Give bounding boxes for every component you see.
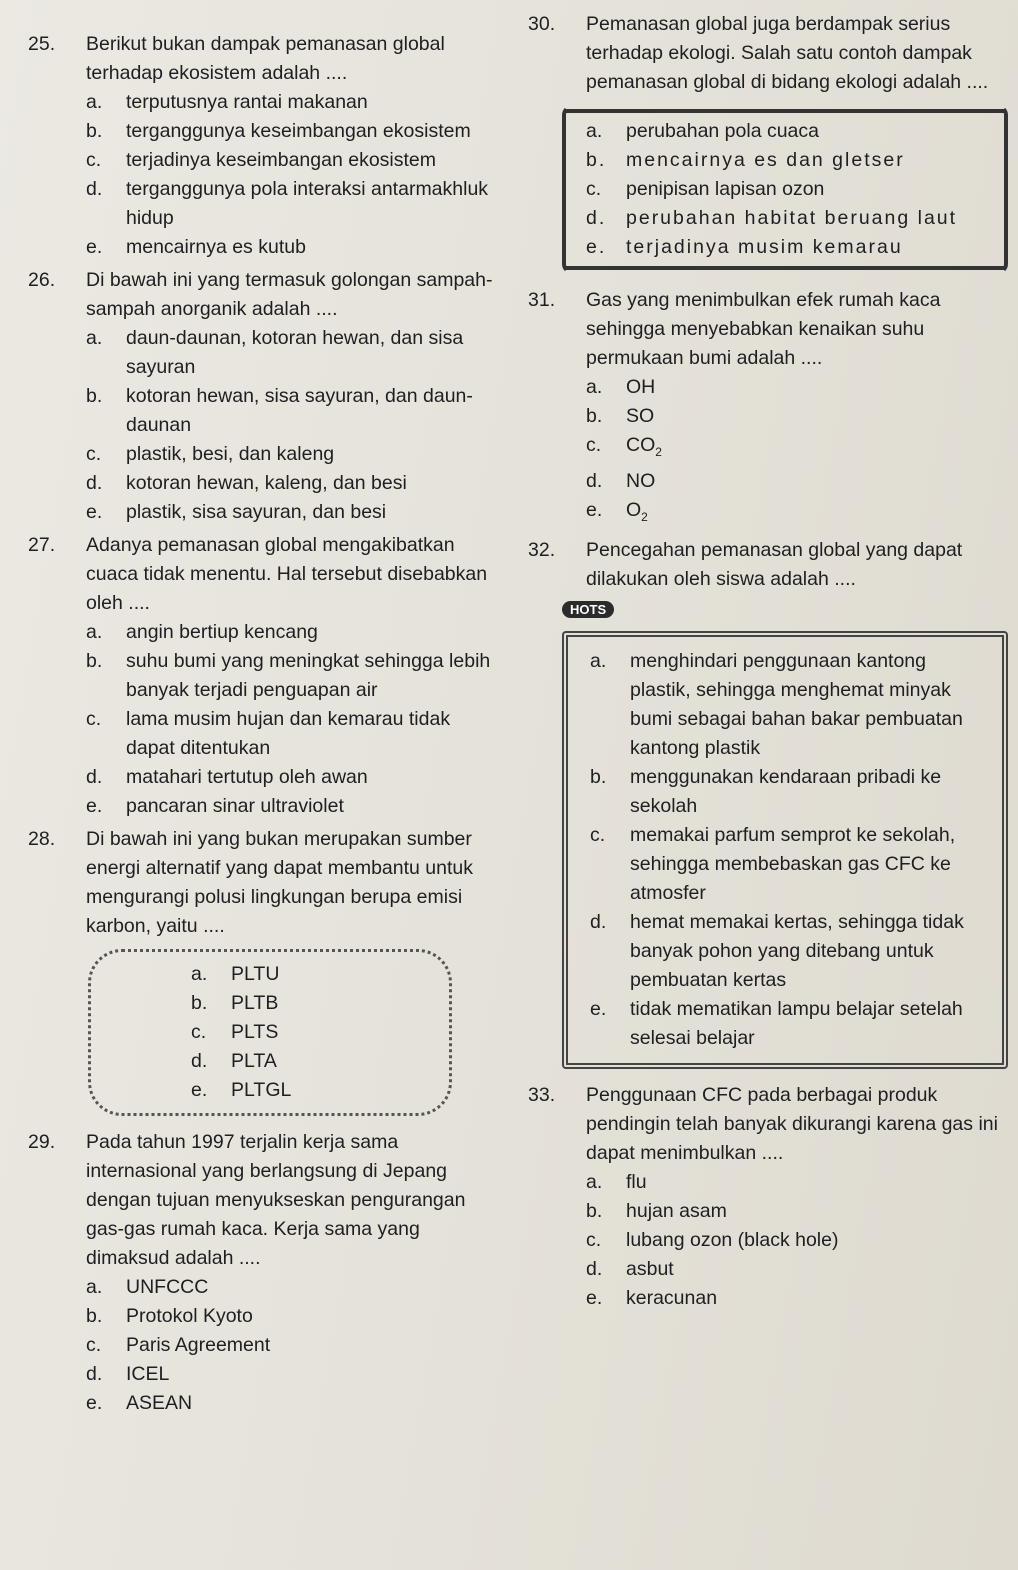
option-text: terjadinya musim kemarau [626, 236, 903, 258]
option-letter: a. [590, 649, 607, 672]
option-a[interactable] [590, 647, 986, 763]
options [86, 88, 498, 262]
option-text: menggunakan kendaraan pribadi ke sekolah [630, 765, 942, 817]
question-29 [28, 1128, 498, 1418]
option-text: terganggunya pola interaksi antarmakhluk hidup [126, 178, 489, 229]
option-letter: a. [586, 120, 603, 142]
option-b[interactable] [590, 763, 986, 821]
option-text: plastik, sisa sayuran, dan besi [126, 501, 387, 523]
left-column [28, 30, 498, 1418]
option-letter: e. [586, 1286, 603, 1309]
option-letter: d. [86, 766, 103, 788]
option-text: penipisan lapisan ozon [626, 178, 825, 200]
option-text: pancaran sinar ultraviolet [126, 795, 344, 817]
option-b[interactable] [86, 117, 498, 146]
option-text: matahari tertutup oleh awan [126, 766, 368, 788]
question-text: Gas yang menimbulkan efek rumah kaca sehingga menyebabkan kenaikan suhu permukaan bumi adalah .... [586, 289, 941, 369]
option-text: hemat memakai kertas, sehingga tidak banyak pohon yang ditebang untuk pembuatan kertas [630, 910, 964, 991]
option-text: lubang ozon (black hole) [626, 1228, 839, 1251]
hots-badge: HOTS [562, 601, 614, 618]
option-text: Protokol Kyoto [126, 1305, 253, 1327]
option-letter: c. [586, 434, 602, 456]
option-d[interactable] [86, 469, 498, 498]
option-c[interactable] [86, 146, 498, 175]
question-number: 29. [28, 1131, 56, 1153]
option-c[interactable] [86, 705, 498, 763]
option-e[interactable] [86, 498, 498, 527]
option-a[interactable] [586, 1168, 1008, 1197]
option-text: PLTS [231, 1021, 279, 1043]
question-31 [528, 286, 1008, 532]
option-text: kotoran hewan, kaleng, dan besi [126, 472, 407, 494]
option-b[interactable] [86, 1302, 498, 1331]
options [586, 1168, 1008, 1313]
formula-subscript: 2 [641, 509, 648, 524]
options [586, 373, 1008, 532]
option-c[interactable] [586, 1226, 1008, 1255]
option-d[interactable] [86, 763, 498, 792]
option-text [626, 496, 1008, 532]
option-letter: d. [86, 472, 103, 494]
option-text: UNFCCC [126, 1276, 209, 1298]
option-text: PLTU [231, 963, 280, 985]
option-letter: a. [586, 376, 603, 398]
option-letter: c. [586, 178, 602, 200]
option-text: ICEL [126, 1363, 170, 1385]
option-letter: d. [586, 207, 607, 229]
option-letter: b. [586, 149, 607, 171]
option-b[interactable] [191, 989, 431, 1018]
option-letter: d. [586, 469, 603, 492]
option-d[interactable] [586, 467, 1008, 496]
options [86, 1273, 498, 1418]
option-letter: c. [191, 1021, 207, 1043]
option-e[interactable] [86, 792, 498, 821]
option-text: Paris Agreement [126, 1334, 271, 1356]
option-d[interactable] [586, 204, 988, 233]
question-text: Berikut bukan dampak pemanasan global terhadap ekosistem adalah .... [86, 33, 445, 84]
option-c[interactable] [86, 1331, 498, 1360]
question-text: Adanya pemanasan global mengakibatkan cuaca tidak menentu. Hal tersebut disebabkan oleh .... [86, 534, 488, 614]
option-letter: e. [86, 795, 103, 817]
question-number: 26. [28, 269, 56, 291]
question-number: 27. [28, 534, 56, 556]
question-27 [28, 531, 498, 821]
option-e[interactable] [586, 496, 1008, 532]
formula-text: CO [626, 434, 656, 456]
option-letter: b. [586, 405, 603, 427]
option-a[interactable] [86, 618, 498, 647]
option-letter: c. [86, 708, 102, 730]
option-c[interactable] [86, 440, 498, 469]
option-letter: a. [86, 327, 103, 349]
option-text: tidak mematikan lampu belajar setelah selesai belajar [630, 997, 963, 1049]
option-letter: e. [86, 1392, 103, 1414]
question-number: 25. [28, 33, 56, 55]
question-26 [28, 266, 498, 527]
option-letter: a. [86, 621, 103, 643]
option-d[interactable] [191, 1047, 431, 1076]
question-text: Pada tahun 1997 terjalin kerja sama internasional yang berlangsung di Jepang dengan tujuan menyukseskan pengurangan gas-gas rumah kaca. Kerja sama yang dimaksud adalah .... [86, 1131, 466, 1269]
option-text: mencairnya es kutub [126, 236, 306, 258]
option-a[interactable] [86, 88, 498, 117]
option-text: kotoran hewan, sisa sayuran, dan daun-daunan [126, 385, 473, 436]
option-text: perubahan pola cuaca [626, 120, 819, 142]
option-text: perubahan habitat beruang laut [626, 207, 958, 229]
option-text: PLTB [231, 992, 279, 1014]
option-letter: d. [191, 1050, 208, 1072]
option-text: PLTA [231, 1050, 277, 1072]
option-text: PLTGL [231, 1079, 292, 1101]
option-a[interactable] [586, 373, 1008, 402]
option-letter: a. [86, 1276, 103, 1298]
option-text: keracunan [626, 1286, 718, 1309]
formula-text: O [626, 498, 642, 521]
question-text: Pencegahan pemanasan global yang dapat dilakukan oleh siswa adalah .... [586, 538, 963, 590]
option-letter: b. [191, 992, 208, 1014]
option-d[interactable] [86, 1360, 498, 1389]
option-b[interactable] [86, 382, 498, 440]
option-b[interactable] [586, 146, 988, 175]
option-text: ASEAN [126, 1392, 193, 1414]
option-d[interactable] [86, 175, 498, 233]
option-text: NO [626, 469, 656, 492]
right-column [528, 10, 1008, 1313]
question-text: Penggunaan CFC pada berbagai produk pendingin telah banyak dikurangi karena gas ini dapat menimbulkan .... [586, 1083, 998, 1164]
option-letter: d. [590, 910, 607, 933]
option-text: mencairnya es dan gletser [626, 149, 905, 171]
option-text: terjadinya keseimbangan ekosistem [126, 149, 437, 171]
option-text: terputusnya rantai makanan [126, 91, 368, 113]
option-letter: a. [86, 91, 103, 113]
options [86, 618, 498, 821]
options-box [562, 631, 1008, 1069]
question-text: Pemanasan global juga berdampak serius terhadap ekologi. Salah satu contoh dampak pemanasan global di bidang ekologi adalah .... [586, 13, 989, 93]
option-a[interactable] [191, 960, 431, 989]
option-letter: b. [86, 650, 103, 672]
option-letter: c. [86, 1334, 102, 1356]
option-text: hujan asam [626, 1199, 727, 1222]
option-letter: b. [86, 120, 103, 142]
option-d[interactable] [586, 1255, 1008, 1284]
question-text: Di bawah ini yang bukan merupakan sumber energi alternatif yang dapat membantu untuk mengurangi polusi lingkungan berupa emisi karbon, yaitu .... [86, 828, 474, 937]
options-box [88, 949, 452, 1116]
option-text: suhu bumi yang meningkat sehingga lebih banyak terjadi penguapan air [126, 650, 491, 701]
option-a[interactable] [86, 1273, 498, 1302]
question-33 [528, 1081, 1008, 1313]
option-letter: a. [586, 1170, 603, 1193]
option-b[interactable] [586, 1197, 1008, 1226]
option-text: lama musim hujan dan kemarau tidak dapat ditentukan [126, 708, 451, 759]
options [86, 324, 498, 527]
option-text: OH [626, 376, 656, 398]
option-letter: e. [191, 1079, 208, 1101]
option-letter: c. [86, 443, 102, 465]
option-c[interactable] [586, 431, 1008, 467]
question-text: Di bawah ini yang termasuk golongan sampah-sampah anorganik adalah .... [86, 269, 493, 320]
option-text: memakai parfum semprot ke sekolah, sehingga membebaskan gas CFC ke atmosfer [630, 823, 956, 904]
option-letter: e. [86, 236, 103, 258]
option-e[interactable] [191, 1076, 431, 1105]
option-text: terganggunya keseimbangan ekosistem [126, 120, 471, 142]
option-text: angin bertiup kencang [126, 621, 318, 643]
option-e[interactable] [590, 995, 986, 1053]
option-d[interactable] [590, 908, 986, 995]
option-letter: d. [586, 1257, 603, 1280]
option-c[interactable] [191, 1018, 431, 1047]
question-30 [528, 10, 1008, 274]
option-letter: b. [586, 1199, 603, 1222]
option-text [626, 431, 1008, 467]
option-letter: a. [191, 963, 208, 985]
question-number: 33. [528, 1083, 556, 1106]
option-letter: e. [590, 997, 607, 1020]
option-e[interactable] [586, 1284, 1008, 1313]
option-letter: d. [86, 178, 103, 200]
option-letter: c. [86, 149, 102, 171]
option-text: flu [626, 1170, 647, 1193]
question-number: 30. [528, 13, 556, 35]
question-number: 32. [528, 538, 556, 561]
question-number: 28. [28, 828, 56, 850]
option-letter: b. [86, 1305, 103, 1327]
option-letter: b. [86, 385, 103, 407]
option-letter: c. [586, 1228, 602, 1251]
option-letter: e. [586, 236, 607, 258]
option-e[interactable] [86, 233, 498, 262]
question-25 [28, 30, 498, 262]
option-text: asbut [626, 1257, 674, 1280]
option-a[interactable] [86, 324, 498, 382]
option-text: daun-daunan, kotoran hewan, dan sisa sayuran [126, 327, 464, 378]
option-letter: d. [86, 1363, 103, 1385]
option-c[interactable] [586, 175, 988, 204]
option-letter: c. [590, 823, 606, 846]
option-letter: e. [586, 498, 603, 521]
option-c[interactable] [590, 821, 986, 908]
option-text: menghindari penggunaan kantong plastik, sehingga menghemat minyak bumi sebagai bahan bakar pembuatan kantong plastik [630, 649, 963, 759]
option-b[interactable] [86, 647, 498, 705]
option-a[interactable] [586, 117, 988, 146]
formula-subscript: 2 [655, 444, 662, 459]
question-32 [528, 536, 1008, 1069]
question-28 [28, 825, 498, 1116]
option-b[interactable] [586, 402, 1008, 431]
option-text: SO [626, 405, 655, 427]
options-box [562, 105, 1008, 274]
option-e[interactable] [586, 233, 988, 262]
option-e[interactable] [86, 1389, 498, 1418]
option-text: plastik, besi, dan kaleng [126, 443, 335, 465]
option-letter: e. [86, 501, 103, 523]
option-letter: b. [590, 765, 607, 788]
question-number: 31. [528, 289, 556, 311]
